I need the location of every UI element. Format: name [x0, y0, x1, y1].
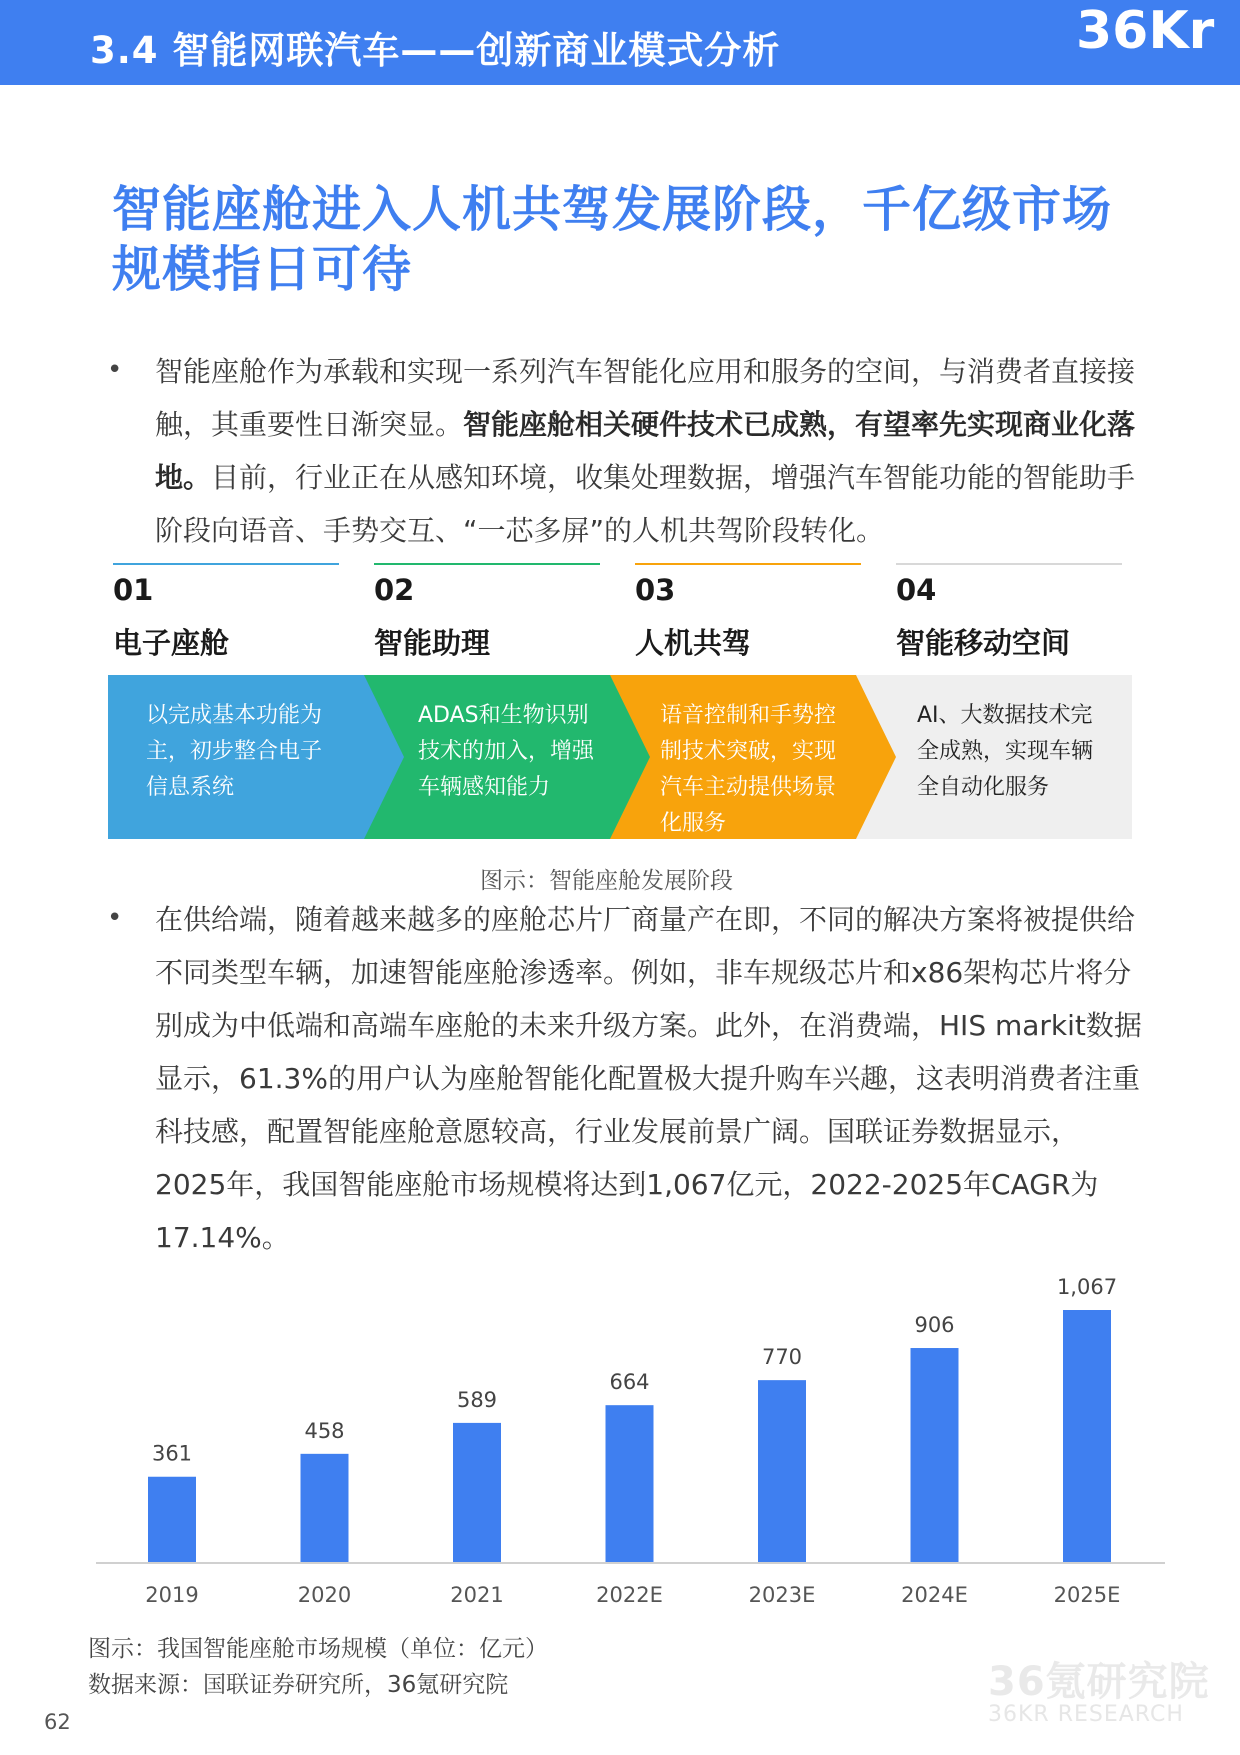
stage-desc-4: AI、大数据技术完全成熟，实现车辆全自动化服务	[917, 703, 1094, 800]
tick-label-2021: 2021	[450, 1583, 504, 1607]
watermark-en: 36KR RESEARCH	[988, 1702, 1184, 1727]
tick-label-2023E: 2023E	[748, 1583, 816, 1607]
figure-caption-1: 图示：智能座舱发展阶段	[480, 868, 733, 894]
watermark-cn: 36氪研究院	[988, 1659, 1210, 1705]
value-label-2019: 361	[151, 1441, 193, 1466]
value-label-2025E: 1,067	[1056, 1275, 1118, 1299]
tick-label-2025E: 2025E	[1053, 1583, 1121, 1607]
value-label-2024E: 906	[914, 1313, 955, 1338]
stage-divider	[635, 563, 861, 565]
tick-label-2019: 2019	[145, 1583, 199, 1607]
data-source: 数据来源：国联证券研究所，36氪研究院	[88, 1672, 509, 1698]
tick-label-2020: 2020	[297, 1583, 352, 1607]
value-label-2021: 589	[456, 1387, 498, 1412]
stage-number: 03	[635, 573, 676, 607]
market-size-bar-chart	[90, 1270, 1170, 1610]
stage-header-2	[374, 563, 600, 671]
paragraph-1-bold: 智能座舱相关硬件技术已成熟，有望率先实现商业化落地。	[155, 408, 1136, 494]
bullet-1: •	[107, 355, 123, 385]
stage-desc-3: 语音控制和手势控制技术突破，实现汽车主动提供场景化服务	[660, 703, 837, 836]
stage-name: 人机共驾	[635, 626, 752, 660]
paragraph-2: 在供给端，随着越来越多的座舱芯片厂商量产在即，不同的解决方案将被提供给不同类型车辆，加速智能座舱渗透率。例如，非车规级芯片和x86架构芯片将分别成为中低端和高端车座舱的未来升级方案。此外，在消费端，HIS markit数据显示，61.3%的用户认为座舱智能化配置极大提升购车兴趣，这表明消费者注重科技感，配置智能座舱意愿较高，行业发展前景广阔。国联证券数据显示，2025年，我国智能座舱市场规模将达到1,067亿元，2022-2025年CAGR为17.14%。	[155, 903, 1142, 1254]
stage-divider	[896, 563, 1122, 565]
stage-number: 04	[896, 573, 937, 607]
figure-caption-2: 图示：我国智能座舱市场规模（单位：亿元）	[88, 1636, 548, 1662]
logo-text: 36Kr	[1076, 1, 1215, 61]
bar-2025E	[1063, 1310, 1111, 1562]
paragraph-1-text-a: 智能座舱作为承载和实现一系列汽车智能化应用和服务的空间，与消费者直接接触，其重要性日渐突显。	[155, 355, 1136, 441]
stage-divider	[113, 563, 339, 565]
page-number: 62	[44, 1710, 71, 1734]
value-label-2020: 458	[304, 1418, 345, 1443]
stage-divider	[374, 563, 600, 565]
bar-2021	[453, 1423, 501, 1562]
stage-name: 智能移动空间	[896, 626, 1071, 660]
paragraph-1-text-b: 目前，行业正在从感知环境，收集处理数据，增强汽车智能功能的智能助手阶段向语音、手势交互、“一芯多屏”的人机共驾阶段转化。	[155, 461, 1136, 547]
section-title: 3.4 智能网联汽车——创新商业模式分析	[90, 29, 781, 72]
bar-2022E	[606, 1405, 654, 1562]
36kr-logo	[1070, 0, 1240, 85]
bar-2024E	[911, 1348, 959, 1562]
stage-name: 电子座舱	[113, 626, 230, 660]
stage-header-3	[635, 563, 861, 671]
header-bar	[0, 0, 1240, 85]
value-label-2023E: 770	[761, 1345, 803, 1370]
tick-label-2024E: 2024E	[901, 1583, 968, 1607]
stage-desc-1: 以完成基本功能为主，初步整合电子信息系统	[146, 703, 323, 800]
bullet-2: •	[107, 903, 123, 933]
stage-header-4	[896, 563, 1122, 671]
paragraph-1	[155, 345, 1145, 557]
bar-2023E	[758, 1380, 806, 1562]
bar-2020	[301, 1454, 349, 1562]
bar-2019	[148, 1477, 196, 1562]
page-title: 智能座舱进入人机共驾发展阶段，千亿级市场规模指日可待	[112, 181, 1113, 298]
stage-header-1	[113, 563, 339, 671]
stage-number: 01	[113, 573, 154, 607]
tick-label-2022E: 2022E	[596, 1583, 663, 1607]
stage-desc-2: ADAS和生物识别技术的加入，增强车辆感知能力	[418, 703, 595, 800]
value-label-2022E: 664	[609, 1370, 650, 1395]
stage-number: 02	[374, 573, 415, 607]
stage-name: 智能助理	[374, 626, 491, 660]
